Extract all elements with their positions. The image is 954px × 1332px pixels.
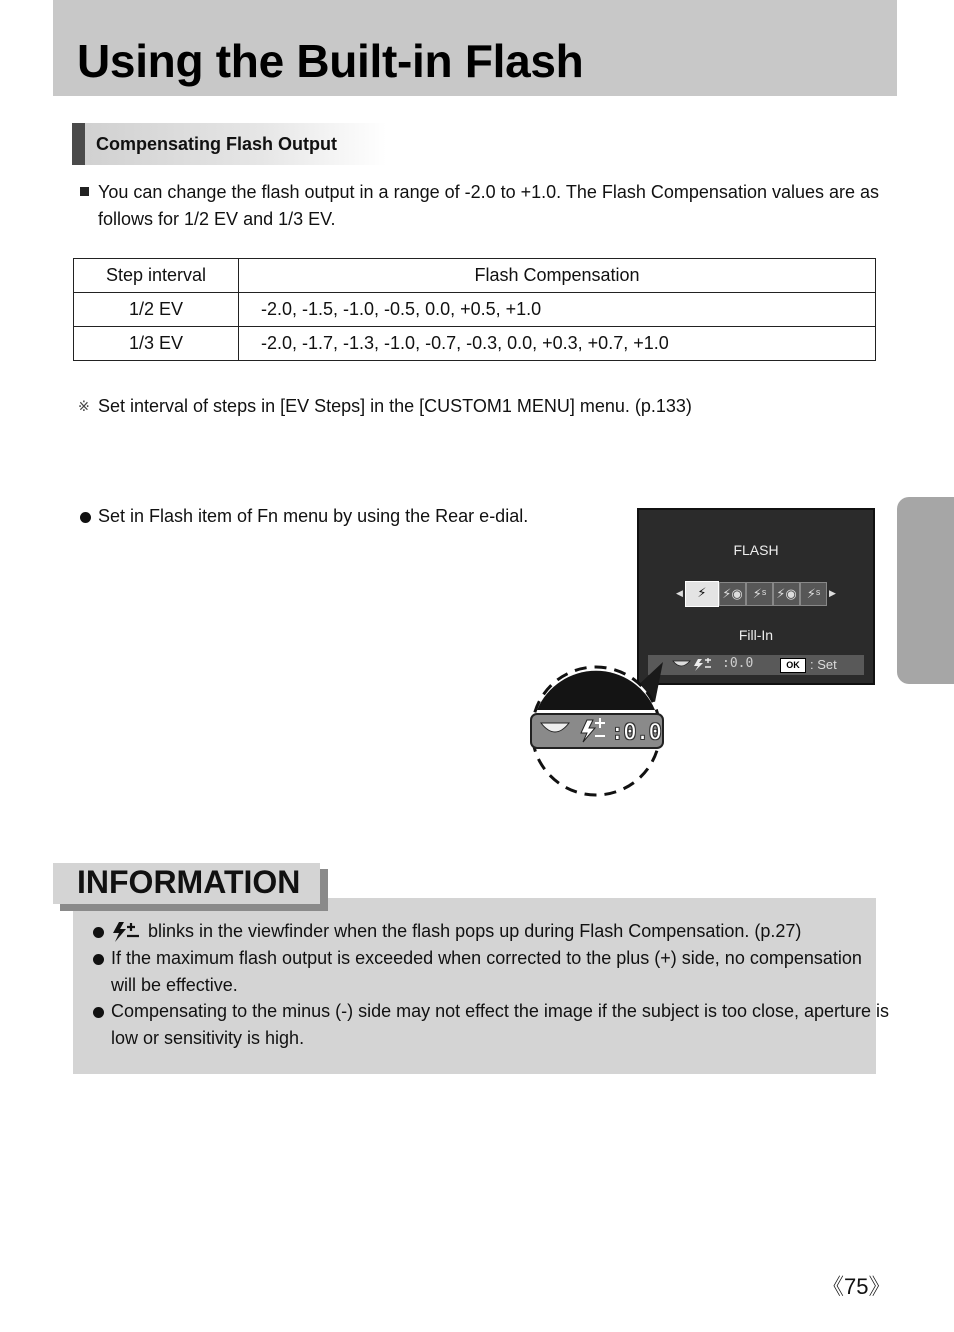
info-item-2-line-2: will be effective. <box>111 975 238 995</box>
table-cell-step: 1/2 EV <box>74 293 239 327</box>
magnified-comp-value: :0.0 <box>611 720 662 744</box>
bullet-icon <box>93 954 104 965</box>
reference-mark-icon: ※ <box>78 398 90 414</box>
screen-flash-title: FLASH <box>733 542 779 558</box>
intro-line-1: You can change the flash output in a range of -2.0 to +1.0. The Flash Compensation values are as <box>98 182 880 202</box>
flash-compensation-table <box>73 258 876 361</box>
bullet-icon <box>93 1007 104 1018</box>
right-arrow-icon: ▶ <box>829 588 836 598</box>
page-title: Using the Built-in Flash <box>77 35 584 87</box>
screen-set-label: : Set <box>810 657 837 672</box>
chapter-side-tab <box>897 497 954 684</box>
square-bullet-icon <box>80 187 89 196</box>
table-header-compensation: Flash Compensation <box>239 259 876 293</box>
table-row <box>74 327 876 361</box>
flash-mode-selector <box>685 582 829 606</box>
section-heading: Compensating Flash Output <box>96 134 337 154</box>
table-header-row <box>74 259 876 293</box>
flash-slow-icon: ⚡ˢ <box>746 582 773 606</box>
info-item-2-line-1: If the maximum flash output is exceeded when corrected to the plus (+) side, no compensation <box>111 948 862 968</box>
flash-compensation-icon <box>111 921 141 943</box>
information-heading: INFORMATION <box>77 864 301 900</box>
ev-steps-note: Set interval of steps in [EV Steps] in the [CUSTOM1 MENU] menu. (p.133) <box>98 396 692 416</box>
flash-slow-rear-icon: ⚡ˢ <box>800 582 827 606</box>
rear-dial-instruction: Set in Flash item of Fn menu by using the Rear e-dial. <box>98 506 529 526</box>
table-row <box>74 293 876 327</box>
flash-redeye-icon: ⚡◉ <box>719 582 746 606</box>
left-arrow-icon: ◀ <box>676 588 683 598</box>
table-cell-step: 1/3 EV <box>74 327 239 361</box>
table-cell-values: -2.0, -1.7, -1.3, -1.0, -0.7, -0.3, 0.0, +0.3, +0.7, +1.0 <box>239 327 876 361</box>
bullet-icon <box>80 512 91 523</box>
flash-fill-icon: ⚡ <box>685 581 719 607</box>
screen-mode-label: Fill-In <box>738 627 774 643</box>
section-heading-marker <box>72 123 85 165</box>
info-item-3-line-2: low or sensitivity is high. <box>111 1028 305 1048</box>
intro-line-2: follows for 1/2 EV and 1/3 EV. <box>98 209 336 229</box>
bullet-icon <box>93 927 104 938</box>
page-number: 《75》 <box>822 1274 891 1299</box>
flash-slow-redeye-icon: ⚡◉ <box>773 582 800 606</box>
info-item-3-line-1: Compensating to the minus (-) side may not effect the image if the subject is too close, aperture is <box>111 1001 890 1021</box>
table-header-step: Step interval <box>74 259 239 293</box>
ok-button-icon: OK <box>780 658 806 673</box>
dial-flash-comp-icon <box>672 658 722 672</box>
table-cell-values: -2.0, -1.5, -1.0, -0.5, 0.0, +0.5, +1.0 <box>239 293 876 327</box>
screen-comp-value: :0.0 <box>722 656 754 671</box>
info-item-1: blinks in the viewfinder when the flash pops up during Flash Compensation. (p.27) <box>148 921 802 941</box>
